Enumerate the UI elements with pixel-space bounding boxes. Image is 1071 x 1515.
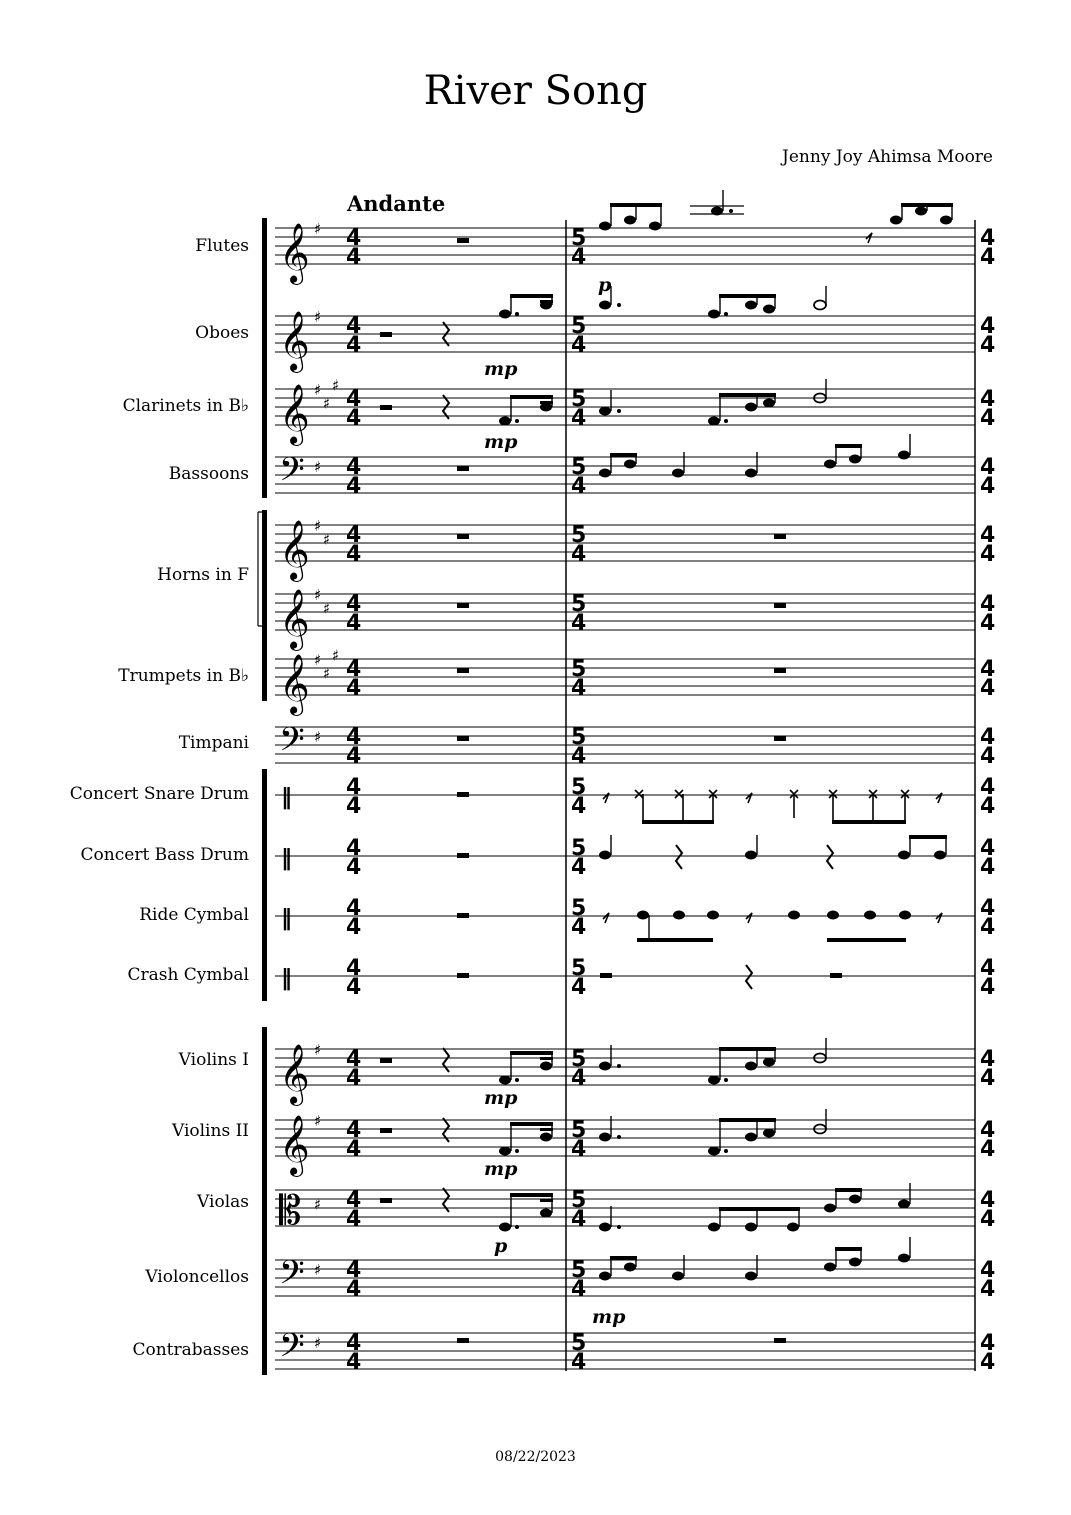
time-signature-m2-den: 4 (571, 1066, 587, 1091)
time-signature-end-den: 4 (980, 915, 996, 940)
key-signature-sharp: ♯ (314, 1195, 322, 1214)
rest-timpani-m1 (457, 736, 469, 741)
key-signature-sharp: ♯ (323, 599, 331, 618)
bass-drum-m2-notes (599, 835, 947, 869)
instrument-label-timpani: Timpani (178, 733, 249, 753)
time-signature-m2-den: 4 (571, 915, 587, 940)
time-signature-end-num: 4 (980, 896, 996, 921)
clarinets-notes (380, 379, 826, 426)
time-signature-m1-num: 4 (346, 956, 362, 981)
composer-name: Jenny Joy Ahimsa Moore (782, 147, 993, 167)
key-signature-sharp: ♯ (323, 664, 331, 683)
time-signature-m1-num: 4 (346, 1188, 362, 1213)
instrument-label-contrabasses: Contrabasses (132, 1340, 249, 1360)
clef-snare: ‖ (281, 785, 292, 810)
key-signature-sharp: ♯ (332, 646, 340, 665)
key-signature-sharp: ♯ (314, 1112, 322, 1130)
clef-crash: ‖ (281, 966, 292, 991)
clef-bassoons: 𝄢 (279, 451, 305, 497)
cellos-m2-notes (599, 1237, 910, 1281)
instrument-label-flutes: Flutes (195, 236, 249, 256)
clef-horns2: 𝄞 (279, 589, 310, 649)
time-signature-m1-den: 4 (346, 333, 362, 358)
time-signature-end-num: 4 (980, 455, 996, 480)
time-signature-m1-den: 4 (346, 1207, 362, 1232)
time-signature-m2-num: 5 (571, 836, 587, 861)
time-signature-m1-den: 4 (346, 855, 362, 880)
flutes-m2-notes (599, 190, 953, 243)
time-signature-end-num: 4 (980, 1188, 996, 1213)
rest-flutes-m1 (457, 238, 469, 243)
time-signature-end-den: 4 (980, 975, 996, 1000)
time-signature-end-den: 4 (980, 1277, 996, 1302)
rest-bassoons-m1 (457, 466, 469, 471)
instrument-label-clarinets: Clarinets in B♭ (122, 396, 249, 416)
time-signature-m2-den: 4 (571, 611, 587, 636)
rest-ride-m1 (457, 913, 469, 918)
bassoons-m2-notes (599, 434, 910, 478)
time-signature-m2-den: 4 (571, 1137, 587, 1162)
clef-flutes: 𝄞 (279, 223, 310, 283)
time-signature-m2-num: 5 (571, 592, 587, 617)
time-signature-end-den: 4 (980, 611, 996, 636)
clef-timpani: 𝄢 (279, 721, 305, 767)
time-signature-m2-num: 5 (571, 455, 587, 480)
rest-horns1-m2 (774, 534, 786, 539)
time-signature-m2-num: 5 (571, 226, 587, 251)
clefs (279, 220, 339, 1373)
time-signature-m1-num: 4 (346, 657, 362, 682)
brass-bracket (262, 510, 267, 701)
rest-bass-drum-m1 (457, 853, 469, 858)
instrument-label-violins-2: Violins II (171, 1121, 249, 1141)
dynamic-cellos-m2: mp (592, 1306, 626, 1328)
time-signature-end-den: 4 (980, 676, 996, 701)
time-signature-m2-den: 4 (571, 744, 587, 769)
rest-crash-m1 (457, 973, 469, 978)
time-signature-end-den: 4 (980, 1066, 996, 1091)
time-signature-end-den: 4 (980, 474, 996, 499)
time-signature-m1-den: 4 (346, 975, 362, 1000)
key-signature-sharp: ♯ (314, 308, 322, 326)
time-signature-m2-num: 5 (571, 523, 587, 548)
time-signature-m1-num: 4 (346, 725, 362, 750)
time-signature-m1-den: 4 (346, 1350, 362, 1375)
notes (380, 190, 953, 1343)
time-signature-m1-den: 4 (346, 1277, 362, 1302)
instrument-label-bass-drum: Concert Bass Drum (80, 845, 249, 865)
time-signature-m2-den: 4 (571, 474, 587, 499)
horns-bracket (258, 512, 262, 626)
time-signature-m1-den: 4 (346, 1066, 362, 1091)
violins1-notes (380, 1038, 826, 1085)
dynamic-oboes-m1: mp (484, 358, 518, 380)
time-signature-m2-num: 5 (571, 657, 587, 682)
instrument-label-violas: Violas (197, 1192, 249, 1212)
key-signature-sharp: ♯ (314, 517, 322, 535)
instrument-label-snare-drum: Concert Snare Drum (69, 784, 249, 804)
time-signature-m2-num: 5 (571, 387, 587, 412)
crash-m2-notes (600, 965, 842, 989)
time-signature-m2-den: 4 (571, 333, 587, 358)
time-signature-m2-num: 5 (571, 1188, 587, 1213)
time-signature-m1-den: 4 (346, 542, 362, 567)
clef-horns1: 𝄞 (279, 520, 310, 580)
time-signature-end-den: 4 (980, 1350, 996, 1375)
instrument-label-ride-cymbal: Ride Cymbal (139, 905, 249, 925)
rest-contrabasses-m2 (774, 1338, 786, 1343)
time-signature-m1-den: 4 (346, 611, 362, 636)
rest-horns1-m1 (457, 534, 469, 539)
clef-bass-drum: ‖ (281, 846, 292, 871)
time-signature-m1-num: 4 (346, 387, 362, 412)
instrument-label-oboes: Oboes (195, 323, 249, 343)
time-signature-end-num: 4 (980, 1118, 996, 1143)
time-signature-m1-den: 4 (346, 474, 362, 499)
key-signature-sharp: ♯ (314, 1261, 322, 1279)
time-signature-end-num: 4 (980, 314, 996, 339)
clef-violas: 𝄡 (279, 1188, 302, 1234)
time-signature-m1-num: 4 (346, 1118, 362, 1143)
clef-violins2: 𝄞 (279, 1115, 310, 1175)
time-signature-end-num: 4 (980, 1258, 996, 1283)
time-signature-m1-den: 4 (346, 406, 362, 431)
time-signature-m1-num: 4 (346, 1258, 362, 1283)
time-signature-m2-den: 4 (571, 676, 587, 701)
time-signature-end-num: 4 (980, 775, 996, 800)
clef-trumpets: 𝄞 (279, 654, 310, 714)
rest-snare-m1 (457, 792, 469, 797)
time-signature-m1-num: 4 (346, 314, 362, 339)
dynamic-violins1-m1: mp (484, 1087, 518, 1109)
strings-bracket (262, 1027, 267, 1375)
percussion-bracket (262, 769, 267, 1001)
time-signature-m1-num: 4 (346, 592, 362, 617)
instrument-label-violoncellos: Violoncellos (145, 1267, 249, 1287)
dynamic-clarinets-m1: mp (484, 431, 518, 453)
woodwinds-bracket (262, 218, 267, 498)
time-signature-m2-den: 4 (571, 1350, 587, 1375)
time-signature-end-num: 4 (980, 1331, 996, 1356)
dynamic-violins2-m1: mp (484, 1158, 518, 1180)
key-signature-sharp: ♯ (314, 220, 322, 238)
staff-lines (275, 228, 975, 1369)
time-signature-end-num: 4 (980, 226, 996, 251)
time-signature-end-num: 4 (980, 956, 996, 981)
time-signature-end-den: 4 (980, 794, 996, 819)
time-signature-end-den: 4 (980, 245, 996, 270)
clef-ride: ‖ (281, 906, 292, 931)
ride-m2-notes (603, 911, 942, 943)
time-signature-m2-num: 5 (571, 896, 587, 921)
time-signature-end-den: 4 (980, 406, 996, 431)
clef-violins1: 𝄞 (279, 1044, 310, 1104)
rest-horns2-m1 (457, 603, 469, 608)
time-signature-end-den: 4 (980, 333, 996, 358)
time-signature-end-num: 4 (980, 657, 996, 682)
time-signature-end-num: 4 (980, 1047, 996, 1072)
time-signature-end-num: 4 (980, 836, 996, 861)
time-signature-m1-num: 4 (346, 775, 362, 800)
group-brackets (258, 218, 267, 1375)
time-signature-m1-den: 4 (346, 245, 362, 270)
time-signature-m1-num: 4 (346, 1047, 362, 1072)
time-signature-m2-num: 5 (571, 775, 587, 800)
violins2-notes (380, 1109, 826, 1156)
score-title: River Song (423, 68, 648, 114)
time-signature-end-den: 4 (980, 855, 996, 880)
time-signature-m2-num: 5 (571, 1258, 587, 1283)
rest-trumpets-m1 (457, 668, 469, 673)
time-signature-m2-num: 5 (571, 725, 587, 750)
time-signature-m2-num: 5 (571, 1331, 587, 1356)
footer-date: 08/22/2023 (495, 1449, 576, 1465)
time-signature-end-num: 4 (980, 725, 996, 750)
time-signature-m2-num: 5 (571, 1047, 587, 1072)
dynamic-violas-m1: p (494, 1235, 508, 1257)
time-signature-m1-den: 4 (346, 794, 362, 819)
clef-cellos: 𝄢 (279, 1254, 305, 1300)
time-signature-m2-den: 4 (571, 855, 587, 880)
clef-oboes: 𝄞 (279, 311, 310, 371)
instrument-label-violins-1: Violins I (178, 1050, 249, 1070)
time-signature-end-den: 4 (980, 1207, 996, 1232)
time-signature-m1-num: 4 (346, 455, 362, 480)
time-signature-end-num: 4 (980, 592, 996, 617)
dynamic-flutes-m2: p (598, 274, 612, 296)
time-signature-m1-num: 4 (346, 1331, 362, 1356)
time-signature-m1-num: 4 (346, 523, 362, 548)
instrument-label-crash-cymbal: Crash Cymbal (127, 965, 249, 985)
time-signature-end-den: 4 (980, 744, 996, 769)
time-signature-m1-num: 4 (346, 226, 362, 251)
time-signature-m2-den: 4 (571, 245, 587, 270)
key-signature-sharp: ♯ (314, 458, 322, 476)
time-signature-m2-num: 5 (571, 314, 587, 339)
time-signature-end-den: 4 (980, 1137, 996, 1162)
key-signature-sharp: ♯ (314, 1334, 322, 1352)
time-signature-m2-den: 4 (571, 975, 587, 1000)
snare-m2-beams (642, 820, 906, 824)
rest-timpani-m2 (774, 736, 786, 741)
time-signature-end-den: 4 (980, 542, 996, 567)
time-signature-m1-num: 4 (346, 836, 362, 861)
time-signature-m2-den: 4 (571, 1207, 587, 1232)
time-signature-m2-den: 4 (571, 542, 587, 567)
key-signature-sharp: ♯ (332, 376, 340, 395)
time-signature-end-num: 4 (980, 523, 996, 548)
rest-contrabasses-m1 (457, 1338, 469, 1343)
tempo-marking: Andante (347, 191, 446, 216)
time-signature-m1-den: 4 (346, 676, 362, 701)
instrument-label-bassoons: Bassoons (168, 464, 249, 484)
time-signature-m2-den: 4 (571, 406, 587, 431)
instrument-label-horns: Horns in F (157, 565, 249, 585)
key-signature-sharp: ♯ (323, 530, 331, 549)
rest-horns2-m2 (774, 603, 786, 608)
key-signature-sharp: ♯ (314, 1041, 322, 1059)
clef-contrabasses: 𝄢 (279, 1327, 305, 1373)
time-signature-m2-num: 5 (571, 1118, 587, 1143)
key-signature-sharp: ♯ (314, 381, 322, 399)
rest-trumpets-m2 (774, 668, 786, 673)
key-signature-sharp: ♯ (314, 586, 322, 604)
time-signature-m1-den: 4 (346, 915, 362, 940)
clef-clarinets: 𝄞 (279, 384, 310, 444)
time-signature-m2-den: 4 (571, 1277, 587, 1302)
instrument-label-trumpets: Trumpets in B♭ (118, 666, 249, 686)
time-signature-m2-den: 4 (571, 794, 587, 819)
time-signature-m2-num: 5 (571, 956, 587, 981)
time-signature-m1-num: 4 (346, 896, 362, 921)
key-signature-sharp: ♯ (314, 728, 322, 746)
time-signature-m1-den: 4 (346, 1137, 362, 1162)
time-signature-m1-den: 4 (346, 744, 362, 769)
time-signature-end-num: 4 (980, 387, 996, 412)
key-signature-sharp: ♯ (323, 394, 331, 413)
key-signature-sharp: ♯ (314, 651, 322, 669)
